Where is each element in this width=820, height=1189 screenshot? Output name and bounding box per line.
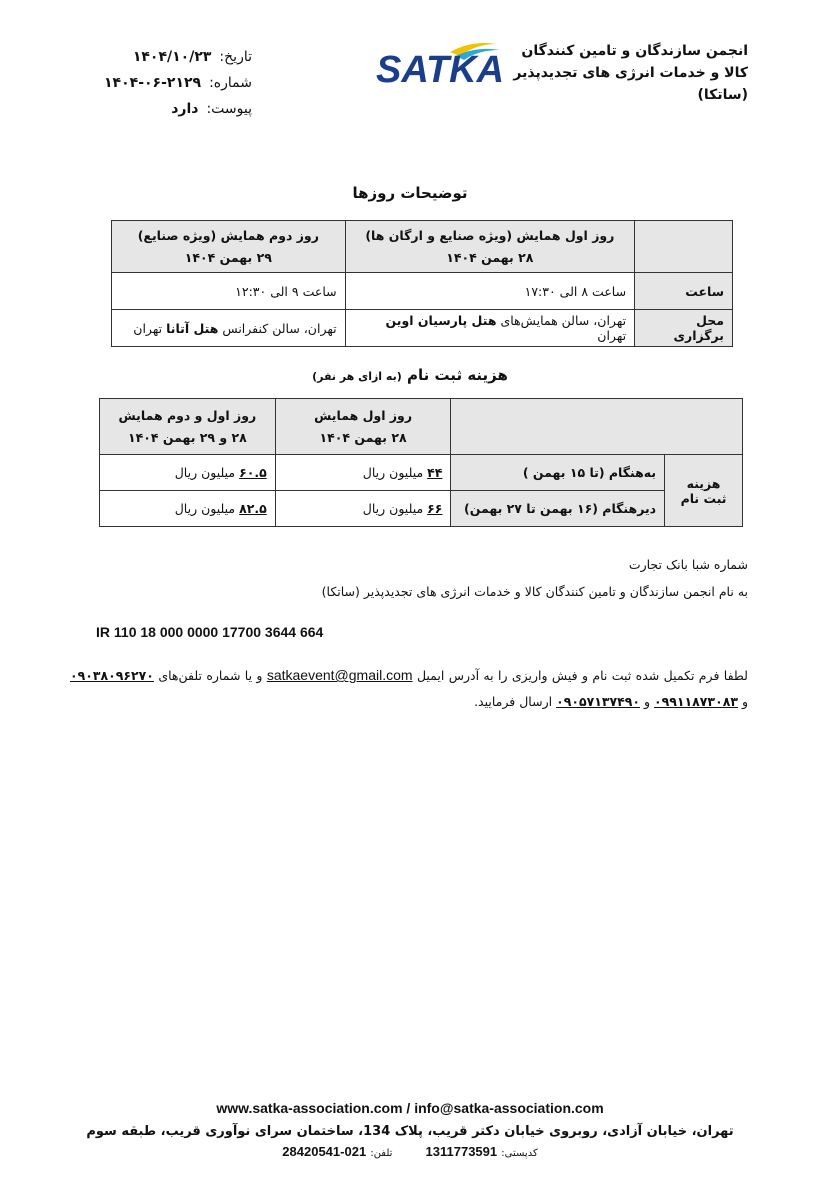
day1-venue	[345, 310, 634, 347]
fee-unit: میلیون ریال	[174, 465, 236, 480]
days-header-row	[112, 221, 733, 273]
venue-row	[112, 310, 733, 347]
phone-2: ۰۹۹۱۱۸۷۳۰۸۳	[654, 694, 738, 709]
day2-venue-pre: تهران، سالن کنفرانس	[222, 320, 337, 336]
venue-label: محل برگزاری	[635, 310, 733, 347]
iban-number: IR 110 18 000 0000 17700 3644 664	[96, 624, 324, 640]
fee-col2-date: ۲۸ و ۲۹ بهمن ۱۴۰۴	[127, 429, 247, 445]
fee-col1-header	[275, 399, 451, 455]
time-label: ساعت	[635, 273, 733, 310]
fee-col1-title: روز اول همایش	[314, 407, 413, 423]
footer-website: www.satka-association.com / info@satka-association.com	[216, 1100, 604, 1116]
attachment-label: پیوست:	[206, 101, 252, 117]
number-label: شماره:	[209, 75, 252, 91]
day1-date: ۲۸ بهمن ۱۴۰۴	[446, 249, 534, 265]
phone-1: ۰۹۰۳۸۰۹۶۲۷۰	[70, 668, 154, 683]
fee-col1-date: ۲۸ بهمن ۱۴۰۴	[319, 429, 407, 445]
letter-meta	[92, 44, 252, 122]
day1-header	[345, 221, 634, 273]
day2-venue	[112, 310, 346, 347]
satka-logo	[372, 38, 512, 88]
fee-early-day1	[275, 455, 451, 491]
fees-title-note: (به ازای هر نفر)	[312, 370, 402, 383]
day2-time: ساعت ۹ الی ۱۲:۳۰	[112, 273, 346, 310]
day1-title: روز اول همایش (ویژه صنایع و ارگان ها)	[365, 227, 615, 243]
day1-venue-pre: تهران، سالن همایش‌های	[500, 313, 627, 328]
time-row	[112, 273, 733, 310]
fees-header-row	[100, 399, 743, 455]
fee-group-label: هزینه ثبت نام	[665, 455, 743, 527]
day2-venue-post: تهران	[133, 320, 163, 336]
postal-value: 1311773591	[425, 1144, 498, 1159]
and-1: و	[741, 694, 748, 709]
fee-late-label: دیرهنگام (۱۶ بهمن تا ۲۷ بهمن)	[451, 491, 665, 527]
fees-corner-cell	[451, 399, 743, 455]
fee-col2-header	[100, 399, 276, 455]
number-row	[92, 70, 252, 96]
instructions-part2: و یا شماره تلفن‌های	[158, 668, 263, 683]
day2-venue-hotel: هتل آتانا	[166, 320, 219, 336]
logo-text: SATKA	[376, 49, 505, 88]
org-name-line1: انجمن سازندگان و تامین کنندگان	[521, 43, 748, 59]
org-name-line2: کالا و خدمات انرژی های تجدیدپذیر (ساتکا)	[513, 65, 748, 103]
days-corner-cell	[635, 221, 733, 273]
fee-late-day1	[275, 491, 451, 527]
bank-name: شماره شبا بانک تجارت	[628, 557, 748, 572]
satka-logo-graphic	[372, 38, 512, 88]
fee-late-row	[100, 491, 743, 527]
day1-venue-hotel: هتل پارسیان اوین	[385, 313, 497, 328]
fee-early-label: به‌هنگام (تا ۱۵ بهمن )	[451, 455, 665, 491]
fee-unit: میلیون ریال	[362, 465, 424, 480]
fees-table	[99, 398, 743, 527]
fee-early-both-value: ۶۰.۵	[239, 465, 267, 480]
fee-late-both-value: ۸۲.۵	[239, 501, 267, 516]
day2-title: روز دوم همایش (ویژه صنایع)	[137, 227, 319, 243]
and-2: و	[644, 694, 651, 709]
date-row	[92, 44, 252, 70]
footer-phone-label: تلفن:	[370, 1148, 393, 1159]
fee-early-day1-value: ۴۴	[427, 465, 443, 480]
instructions-part1: لطفا فرم تکمیل شده ثبت نام و فیش واریزی را به آدرس ایمیل	[416, 668, 748, 683]
attachment-value: دارد	[171, 101, 199, 117]
fees-title	[0, 366, 820, 384]
postal-label: کدپستی:	[501, 1148, 538, 1159]
fees-title-text: هزینه ثبت نام	[406, 366, 508, 384]
days-title: توضیحات روزها	[352, 184, 468, 202]
account-holder: به نام انجمن سازندگان و تامین کنندگان کالا و خدمات انرژی های تجدیدپذیر (ساتکا)	[321, 584, 748, 599]
contact-email-link[interactable]: satkaevent@gmail.com	[266, 667, 413, 683]
fee-unit: میلیون ریال	[174, 501, 236, 516]
day2-header	[112, 221, 346, 273]
day1-venue-post: تهران	[597, 328, 627, 343]
fee-unit: میلیون ریال	[362, 501, 424, 516]
fee-late-day1-value: ۶۶	[427, 501, 443, 516]
instructions-part3: ارسال فرمایید.	[474, 694, 553, 709]
footer-contact	[0, 1144, 820, 1160]
fee-early-both	[100, 455, 276, 491]
fee-late-both	[100, 491, 276, 527]
footer-phone-value: 021-28420541	[282, 1144, 367, 1159]
fee-col2-title: روز اول و دوم همایش	[118, 407, 257, 423]
instructions-paragraph	[70, 662, 748, 715]
number-value: ۱۴۰۴-۰۶-۲۱۲۹	[104, 75, 202, 91]
phone-3: ۰۹۰۵۷۱۳۷۴۹۰	[556, 694, 641, 709]
attachment-row	[92, 96, 252, 122]
date-value: ۱۴۰۴/۱۰/۲۳	[132, 49, 212, 65]
day2-date: ۲۹ بهمن ۱۴۰۴	[184, 249, 272, 265]
fee-early-row	[100, 455, 743, 491]
footer-address: تهران، خیابان آزادی، روبروی خیابان دکتر قریب، پلاک 134، ساختمان سرای نوآوری قریب، طبقه سوم	[86, 1124, 734, 1139]
day1-time: ساعت ۸ الی ۱۷:۳۰	[345, 273, 634, 310]
date-label: تاریخ:	[219, 49, 252, 65]
days-table	[111, 220, 733, 347]
